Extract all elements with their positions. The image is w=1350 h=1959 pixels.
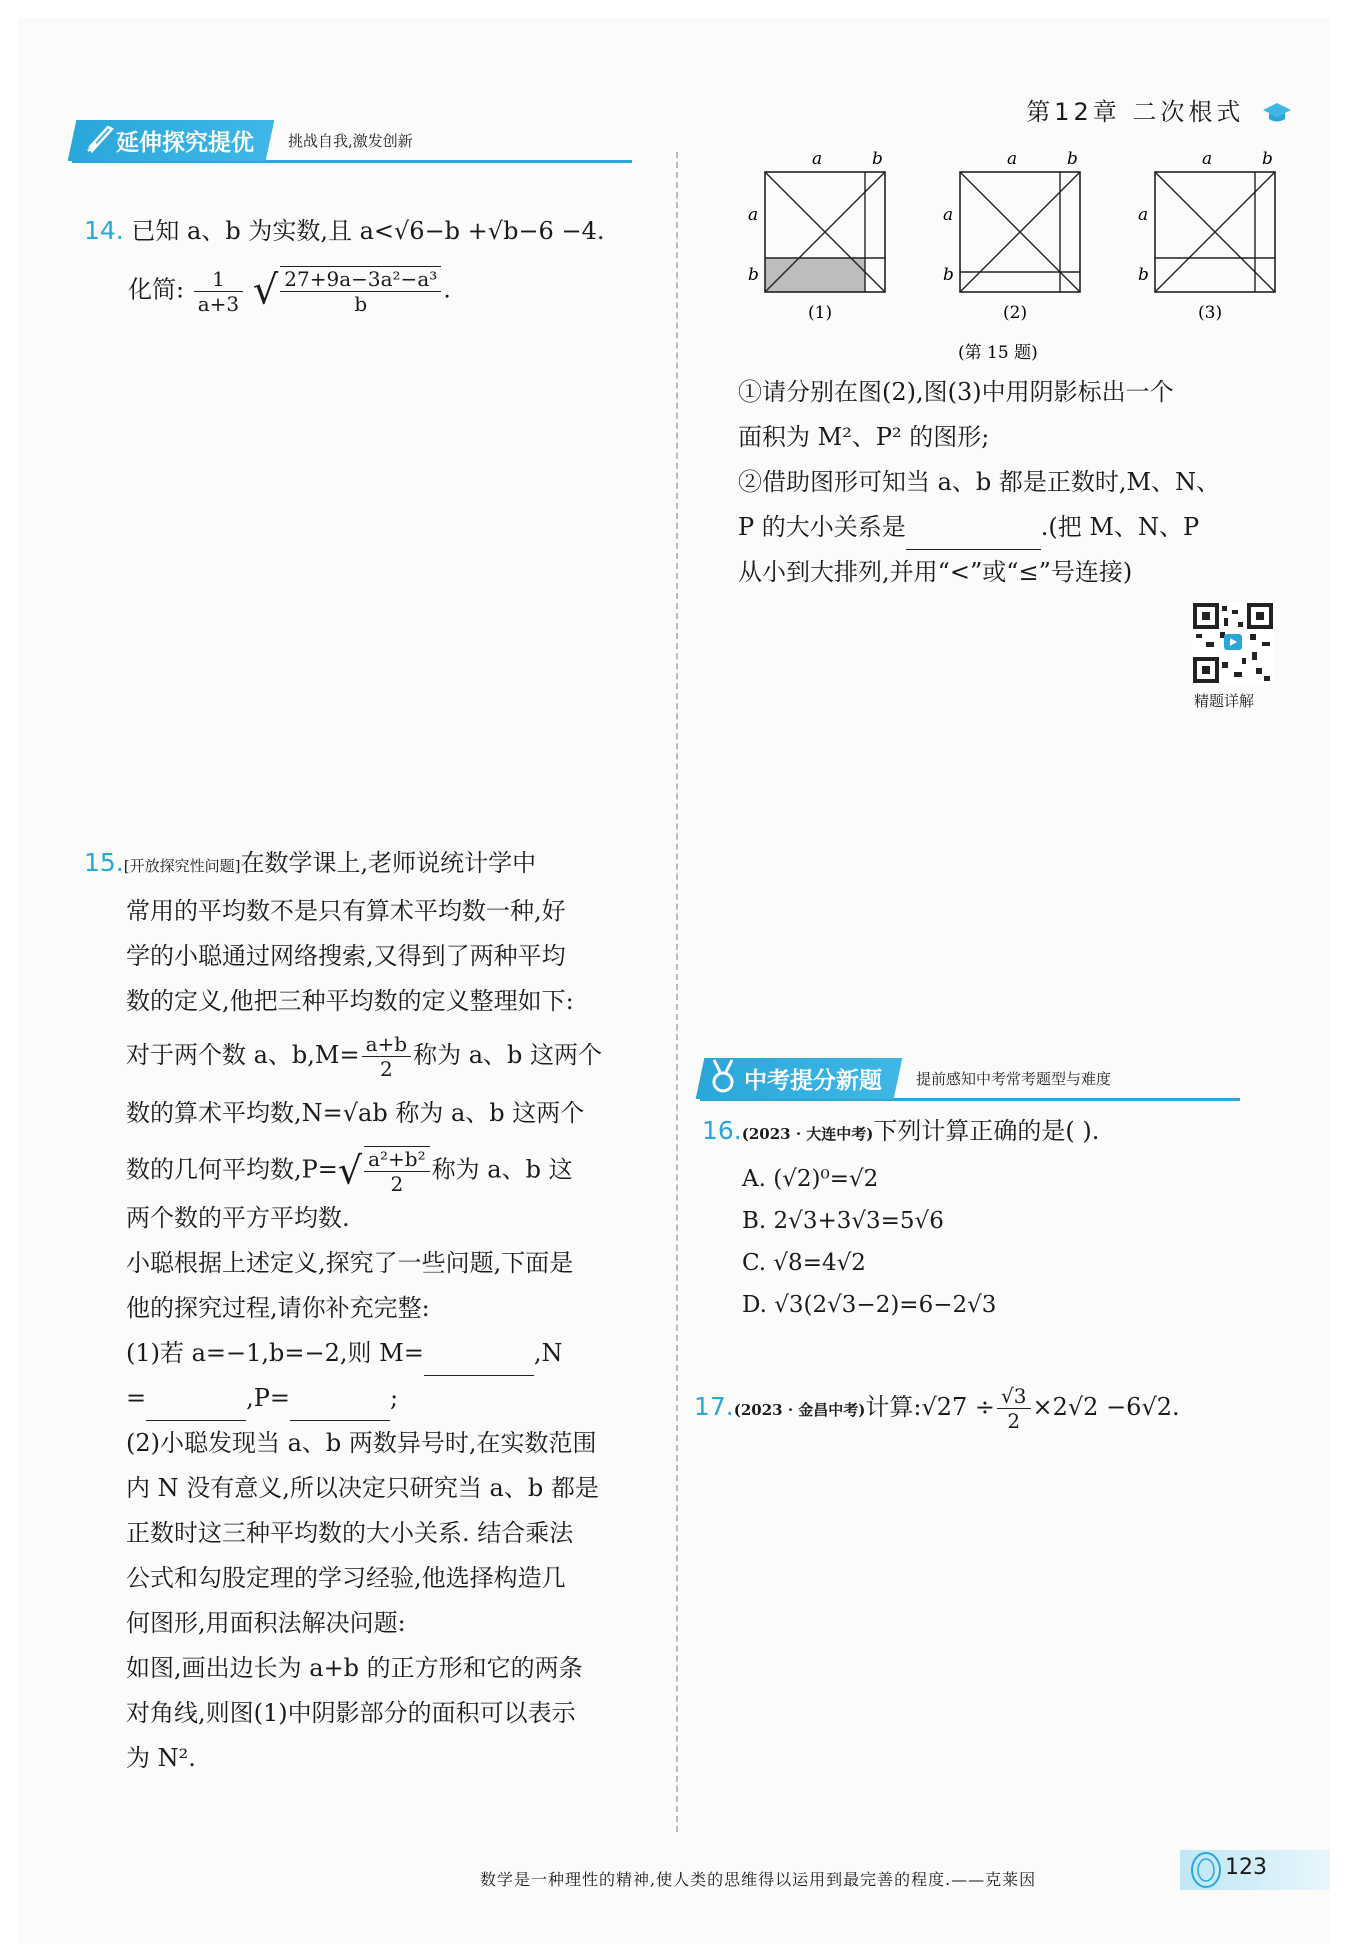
question-15 [84, 840, 664, 1781]
denominator: a+3 [197, 291, 240, 316]
text-line: 内 N 没有意义,所以决定只研究当 a、b 都是 [126, 1474, 599, 1502]
medal-icon [708, 1058, 738, 1096]
denominator: b [354, 292, 368, 316]
answer-blank-relation[interactable] [906, 523, 1041, 550]
label-a: a [1007, 149, 1018, 169]
text-line: 在数学课上,老师说统计学中 [240, 849, 537, 877]
radical-fraction [280, 266, 441, 316]
page-number: 123 [1225, 1855, 1267, 1880]
question-text: 已知 a、b 为实数,且 a<√6−b +√b−6 −4. [131, 217, 605, 245]
figure-label: (3) [1198, 303, 1223, 323]
numerator: a+b [362, 1032, 411, 1057]
part-1 [126, 1331, 664, 1376]
text-line: 两个数的平方平均数. [126, 1204, 350, 1232]
footer-quote: 数学是一种理性的精神,使人类的思维得以运用到最完善的程度.——克莱因 [480, 1870, 1037, 1889]
fraction [997, 1384, 1030, 1433]
denominator: 2 [390, 1172, 404, 1196]
denominator: 2 [1007, 1409, 1021, 1433]
label-a: a [1138, 205, 1149, 225]
answer-blank-p[interactable] [290, 1394, 390, 1421]
simplify-label: 化简: [128, 275, 185, 304]
text-segment: 称为 a、b 这 [431, 1155, 573, 1184]
numerator: √3 [997, 1384, 1030, 1409]
chapter-header [1026, 92, 1292, 127]
text-line: 小聪根据上述定义,探究了一些问题,下面是 [126, 1249, 574, 1277]
text-line: (2)小聪发现当 a、b 两数异号时,在实数范围 [126, 1429, 597, 1457]
question-source: (2023 · 大连中考) [741, 1125, 874, 1143]
text-line: ①请分别在图(2),图(3)中用阴影标出一个 [738, 378, 1174, 406]
radical-sign: √ [252, 267, 279, 314]
text-segment: 对于两个数 a、b,M= [126, 1041, 360, 1069]
text-segment: 计算:√27 ÷ [865, 1393, 996, 1421]
label-b: b [872, 149, 883, 169]
text-segment: ; [390, 1384, 399, 1412]
option-b[interactable]: B. 2√3+3√3=5√6 [742, 1208, 944, 1234]
question-source: (2023 · 金昌中考) [733, 1401, 866, 1419]
text-line: 面积为 M²、P² 的图形; [738, 423, 990, 451]
question-number: 16. [702, 1116, 742, 1145]
label-b: b [748, 265, 759, 285]
qr-label: 精题详解 [1194, 692, 1255, 710]
fraction [364, 1146, 430, 1196]
text-segment: ,P= [246, 1384, 290, 1412]
graduation-cap-icon [1262, 100, 1292, 126]
text-segment: ,N [533, 1339, 563, 1367]
figure-caption: (第 15 题) [958, 343, 1038, 363]
question-15-right [738, 370, 1298, 595]
question-text: 下列计算正确的是( ). [873, 1117, 1100, 1145]
label-a: a [748, 205, 759, 225]
text-line: 何图形,用面积法解决问题: [126, 1609, 406, 1637]
question-14-simplify: 化简: $\frac{1}{a+3}$ √ $\frac{\text{27+9a−3a²−a³}}{b}$ . [128, 266, 451, 316]
section-banner-exam [700, 1058, 1240, 1101]
part-1-cont [126, 1376, 664, 1421]
label-b: b [1138, 265, 1149, 285]
question-14 [84, 208, 664, 254]
relation-line [738, 505, 1298, 550]
text-line: 如图,画出边长为 a+b 的正方形和它的两条 [126, 1654, 583, 1682]
text-segment: = [126, 1384, 147, 1412]
label-b: b [943, 265, 954, 285]
text-line: 数的定义,他把三种平均数的定义整理如下: [126, 987, 574, 1015]
label-a: a [812, 149, 823, 169]
figure-label: (2) [1003, 303, 1028, 323]
numerator: 27+9a−3a²−a³ [280, 267, 441, 292]
question-16 [702, 1108, 1302, 1157]
label-b: b [1262, 149, 1273, 169]
text-line: 正数时这三种平均数的大小关系. 结合乘法 [126, 1519, 574, 1547]
figure-3 [1138, 149, 1275, 323]
definition-p [126, 1146, 664, 1196]
text-line: 常用的平均数不是只有算术平均数一种,好 [126, 897, 566, 925]
figure-15 [730, 148, 1290, 368]
denominator: 2 [380, 1057, 393, 1081]
section-title: 延伸探究提优 [116, 129, 254, 156]
option-d[interactable]: D. √3(2√3−2)=6−2√3 [742, 1292, 997, 1318]
question-17 [694, 1384, 1304, 1433]
answer-blank-m[interactable] [424, 1349, 534, 1376]
definition-n: 数的算术平均数,N=√ab 称为 a、b 这两个 [126, 1099, 585, 1127]
figure-1 [748, 149, 885, 323]
definition-m [126, 1032, 664, 1081]
text-segment: .(把 M、N、P [1040, 513, 1200, 541]
numerator: a²+b² [364, 1147, 430, 1172]
q16-options [742, 1158, 996, 1326]
text-line: 学的小聪通过网络搜索,又得到了两种平均 [126, 942, 566, 970]
figure-2 [943, 149, 1080, 323]
column-divider [676, 152, 678, 1832]
section-subtitle: 提前感知中考常考题型与难度 [916, 1069, 1112, 1088]
answer-blank-n[interactable] [146, 1394, 246, 1421]
text-line: 对角线,则图(1)中阴影部分的面积可以表示 [126, 1699, 576, 1727]
qr-code-icon[interactable] [1192, 602, 1274, 684]
section-title: 中考提分新题 [744, 1067, 882, 1094]
text-line: ②借助图形可知当 a、b 都是正数时,M、N、 [738, 468, 1221, 496]
fraction [194, 267, 243, 316]
section-subtitle: 挑战自我,激发创新 [288, 131, 413, 150]
text-segment: P 的大小关系是 [738, 513, 906, 541]
chapter-title: 第12章 二次根式 [1026, 98, 1245, 126]
text-line: 从小到大排列,并用“<”或“≤”号连接) [738, 558, 1133, 586]
spiral-icon [1188, 1850, 1224, 1890]
label-a: a [943, 205, 954, 225]
question-number: 15. [84, 848, 124, 877]
question-tag: [开放探究性问题] [123, 857, 241, 875]
text-line: 为 N². [126, 1744, 196, 1772]
radical-sign: √ [337, 1148, 363, 1193]
question-number: 17. [694, 1392, 734, 1421]
question-number: 14. [84, 216, 124, 245]
text-line: 他的探究过程,请你补充完整: [126, 1294, 430, 1322]
option-a[interactable]: A. (√2)⁰=√2 [742, 1166, 879, 1192]
numerator: 1 [194, 267, 243, 292]
figure-label: (1) [808, 303, 833, 323]
text-segment: ×2√2 −6√2. [1032, 1393, 1180, 1421]
label-a: a [1202, 149, 1213, 169]
text-line: 公式和勾股定理的学习经验,他选择构造几 [126, 1564, 566, 1592]
text-segment: 数的几何平均数,P= [126, 1155, 338, 1184]
option-c[interactable]: C. √8=4√2 [742, 1250, 866, 1276]
label-b: b [1067, 149, 1078, 169]
text-segment: (1)若 a=−1,b=−2,则 M= [126, 1339, 424, 1367]
section-banner-extend [72, 120, 632, 163]
fraction [362, 1032, 411, 1081]
rocket-icon [82, 121, 118, 157]
text-segment: 称为 a、b 这两个 [413, 1041, 603, 1069]
